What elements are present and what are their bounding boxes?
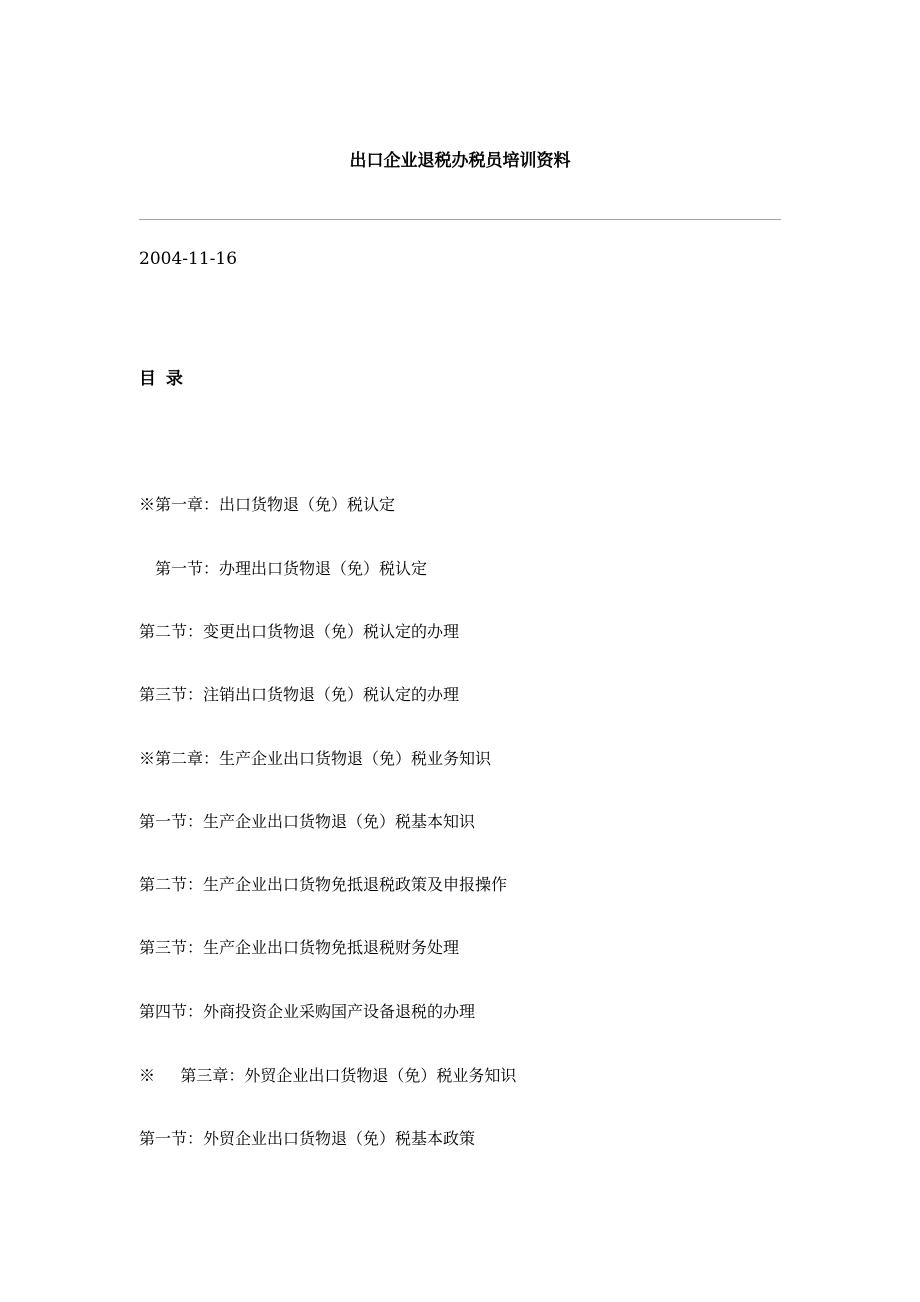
toc-section-2-4: 第四节：外商投资企业采购国产设备退税的办理 — [139, 1002, 476, 1021]
toc-chapter-3: ※ 第三章：外贸企业出口货物退（免）税业务知识 — [139, 1066, 517, 1085]
toc-chapter-1: ※第一章：出口货物退（免）税认定 — [139, 495, 396, 514]
document-title: 出口企业退税办税员培训资料 — [349, 151, 571, 171]
toc-section-1-2: 第二节：变更出口货物退（免）税认定的办理 — [139, 622, 460, 641]
toc-chapter-2: ※第二章：生产企业出口货物退（免）税业务知识 — [139, 749, 492, 768]
toc-section-2-2: 第二节：生产企业出口货物免抵退税政策及申报操作 — [139, 875, 508, 894]
toc-section-1-1: 第一节：办理出口货物退（免）税认定 — [155, 559, 428, 578]
toc-section-2-1: 第一节：生产企业出口货物退（免）税基本知识 — [139, 812, 476, 831]
toc-heading: 目 录 — [139, 369, 185, 389]
toc-section-1-3: 第三节：注销出口货物退（免）税认定的办理 — [139, 685, 460, 704]
document-date: 2004-11-16 — [139, 249, 238, 269]
toc-section-2-3: 第三节：生产企业出口货物免抵退税财务处理 — [139, 938, 460, 957]
toc-section-3-1: 第一节：外贸企业出口货物退（免）税基本政策 — [139, 1129, 476, 1148]
horizontal-divider — [139, 219, 781, 220]
